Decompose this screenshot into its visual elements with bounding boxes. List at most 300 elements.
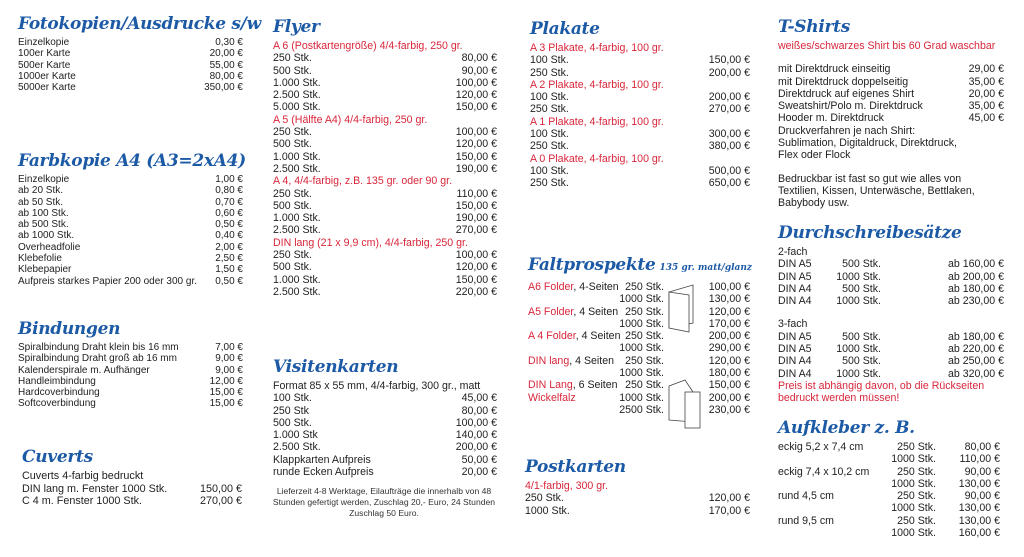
item-label xyxy=(273,286,456,298)
item-price: 150,00 € xyxy=(708,379,750,392)
item-text: ab 50 Stk. xyxy=(18,196,64,208)
price-row xyxy=(273,417,497,429)
item-price: ab 230,00 € xyxy=(948,295,1004,308)
item-price: 290,00 € xyxy=(708,342,750,355)
item-text: Einzelkopie xyxy=(18,174,70,185)
price-row xyxy=(528,342,750,354)
item-label xyxy=(273,466,462,478)
price-section xyxy=(525,456,750,517)
section-title xyxy=(525,456,750,478)
item-price: 80,00 € xyxy=(209,70,243,82)
item-text: 1000 Stk. xyxy=(525,504,570,517)
item-label xyxy=(778,441,868,453)
item-text: 250 Stk xyxy=(273,404,309,417)
item-label xyxy=(18,264,215,275)
item-price: 150,00 € xyxy=(455,273,497,286)
price-row xyxy=(18,253,243,264)
item-label xyxy=(778,63,969,75)
price-row xyxy=(273,224,497,236)
item-price: 350,00 € xyxy=(204,82,243,94)
item-price: ab 220,00 € xyxy=(948,343,1004,356)
item-label xyxy=(18,208,215,219)
item-label xyxy=(273,405,462,417)
price-row xyxy=(18,342,243,353)
item-label xyxy=(273,138,456,150)
price-row xyxy=(778,63,1004,75)
price-row xyxy=(778,112,1004,124)
item-text: DIN A4 xyxy=(778,295,812,308)
price-section xyxy=(778,222,1004,405)
price-row xyxy=(18,219,243,230)
item-text: 100er Karte xyxy=(18,48,71,60)
item-price: 0,40 € xyxy=(215,230,243,242)
price-row xyxy=(273,441,497,453)
item-label xyxy=(18,398,210,409)
price-section xyxy=(528,254,753,416)
item-text: Kalenderspirale m. Aufhänger xyxy=(18,364,150,376)
item-price: 9,00 € xyxy=(215,364,243,376)
section-title-text: Postkarten xyxy=(525,457,626,477)
price-row xyxy=(18,185,243,196)
price-row xyxy=(273,429,497,441)
item-text: DIN lang m. Fenster 1000 Stk. xyxy=(22,482,168,495)
item-price: 2,50 € xyxy=(215,253,243,265)
item-price: 20,00 € xyxy=(968,87,1004,100)
price-row xyxy=(778,502,1000,514)
item-label xyxy=(22,495,200,508)
price-row xyxy=(273,52,497,64)
item-price: 100,00 € xyxy=(708,281,750,293)
item-price: 12,00 € xyxy=(209,375,243,387)
item-label xyxy=(18,219,215,230)
price-row xyxy=(528,367,750,379)
item-label xyxy=(18,242,215,253)
item-label xyxy=(18,387,210,398)
item-label xyxy=(778,88,969,100)
item-price: 270,00 € xyxy=(455,224,497,237)
item-text: , 4 Seiten xyxy=(573,305,619,318)
item-label xyxy=(273,77,456,89)
item-price: ab 180,00 € xyxy=(948,330,1004,343)
item-label xyxy=(273,212,456,224)
item-text: Spiralbindung Draht klein bis 16 mm xyxy=(18,342,179,353)
price-row xyxy=(528,318,750,330)
price-row xyxy=(18,82,243,93)
item-text: Handleimbindung xyxy=(18,375,96,387)
section-title xyxy=(22,446,242,468)
section-title-text: Plakate xyxy=(530,19,600,39)
price-row xyxy=(273,405,497,417)
item-text: eckig 7,4 x 10,2 cm xyxy=(778,465,870,478)
item-text: DIN A4 xyxy=(778,282,812,295)
price-row xyxy=(273,126,497,138)
price-row xyxy=(528,306,750,318)
item-quantity: 1000 Stk. xyxy=(619,342,664,355)
item-text: 500 Stk. xyxy=(273,138,312,151)
price-row xyxy=(273,188,497,200)
item-text: 5000er Karte xyxy=(18,82,76,94)
item-label xyxy=(530,128,709,140)
price-section xyxy=(22,446,242,508)
item-text: 250 Stk. xyxy=(273,52,312,65)
item-price: 110,00 € xyxy=(959,453,1000,466)
item-quantity: 250 Stk. xyxy=(625,305,664,318)
price-row xyxy=(273,274,497,286)
item-text: rund 4,5 cm xyxy=(778,490,834,503)
price-row xyxy=(778,331,1004,343)
item-price: 160,00 € xyxy=(958,527,1000,540)
item-price: 650,00 € xyxy=(708,177,750,190)
item-price: 50,00 € xyxy=(461,453,497,466)
price-row xyxy=(778,453,1000,465)
item-text: Klebepapier xyxy=(18,264,72,276)
item-price: 120,00 € xyxy=(455,261,497,274)
item-price: 35,00 € xyxy=(968,100,1004,113)
note-line: A 3 Plakate, 4-farbig, 100 gr. xyxy=(530,42,664,54)
item-text: Softcoverbindung xyxy=(18,398,96,410)
item-label xyxy=(273,200,456,212)
item-label xyxy=(528,404,619,416)
section-title-text: Farbkopie A4 (A3=2xA4) xyxy=(18,151,246,171)
price-row xyxy=(18,48,243,59)
item-label xyxy=(273,249,456,261)
item-text: DIN A5 xyxy=(778,270,812,283)
item-text: DIN A5 xyxy=(778,330,812,343)
item-quantity: 250 Stk. xyxy=(897,441,936,453)
item-price: 90,00 € xyxy=(461,64,497,77)
price-row xyxy=(18,365,243,376)
item-text: 100 Stk. xyxy=(530,164,569,177)
item-label xyxy=(273,188,457,200)
item-price: 270,00 € xyxy=(708,103,750,116)
price-section xyxy=(778,417,1000,539)
item-format: Wickelfalz xyxy=(528,391,576,404)
price-row xyxy=(778,368,1004,380)
item-price: 190,00 € xyxy=(455,212,497,225)
section-title xyxy=(18,13,261,35)
item-label xyxy=(528,355,619,367)
item-text: Einzelkopie xyxy=(18,37,70,48)
item-label xyxy=(530,165,709,177)
price-row xyxy=(18,197,243,208)
item-text: DIN A5 xyxy=(778,258,812,271)
item-price: 15,00 € xyxy=(209,398,243,410)
item-quantity: 250 Stk. xyxy=(625,379,664,392)
price-row xyxy=(528,281,750,293)
item-label xyxy=(778,355,818,367)
item-text: DIN A5 xyxy=(778,343,812,356)
item-label xyxy=(273,89,456,101)
price-row xyxy=(273,77,497,89)
item-price: ab 320,00 € xyxy=(948,367,1004,380)
item-text: mit Direktdruck einseitig xyxy=(778,63,891,76)
price-row xyxy=(778,343,1004,355)
item-quantity: 1000 Stk. xyxy=(891,527,936,540)
item-price: 270,00 € xyxy=(199,495,242,507)
price-row xyxy=(778,100,1004,112)
price-row xyxy=(273,212,497,224)
item-label xyxy=(273,224,456,236)
item-price: 110,00 € xyxy=(456,187,497,200)
item-quantity: 250 Stk. xyxy=(625,330,664,343)
item-label xyxy=(18,60,210,71)
item-price: 130,00 € xyxy=(958,514,1000,527)
item-quantity: 500 Stk. xyxy=(842,330,881,343)
price-row xyxy=(273,286,497,298)
price-row xyxy=(273,454,497,466)
delivery-footnote: Lieferzeit 4-8 Werktage, Eilaufträge die innerhalb von 48 Stunden gefertigt werden, Zuschlag 20,- Euro, 24 Stunden Zuschlag 50 Euro. xyxy=(272,486,496,518)
item-quantity: 1000 Stk. xyxy=(836,295,881,308)
item-price: 0,80 € xyxy=(215,185,243,197)
item-text: 1.000 Stk. xyxy=(273,76,321,89)
section-title-text: Flyer xyxy=(273,17,320,37)
price-row xyxy=(778,490,1000,502)
item-text: 1.000 Stk. xyxy=(273,212,321,225)
item-price: 150,00 € xyxy=(199,482,242,495)
item-label xyxy=(18,230,215,241)
item-quantity: 2500 Stk. xyxy=(619,403,664,416)
item-label xyxy=(273,454,462,466)
item-label xyxy=(22,483,200,496)
section-title-text: Visitenkarten xyxy=(273,357,399,377)
price-row xyxy=(530,103,750,115)
price-row xyxy=(778,76,1004,88)
section-title xyxy=(18,318,243,340)
price-row xyxy=(528,330,750,342)
item-price: 0,50 € xyxy=(215,219,243,231)
item-text: 250 Stk. xyxy=(530,66,569,79)
price-row xyxy=(778,88,1004,100)
price-row xyxy=(18,264,243,275)
note-line: A 5 (Hälfte A4) 4/4-farbig, 250 gr. xyxy=(273,113,428,126)
item-label xyxy=(530,67,709,79)
item-text: 500er Karte xyxy=(18,59,71,71)
item-text: Klappkarten Aufpreis xyxy=(273,453,371,466)
item-label xyxy=(273,274,456,286)
price-row xyxy=(530,67,750,79)
item-text: 100 Stk. xyxy=(530,128,569,141)
item-price: 0,70 € xyxy=(215,196,243,208)
item-label xyxy=(18,48,210,59)
item-quantity: 250 Stk. xyxy=(897,465,936,478)
section-title-text: Cuverts xyxy=(22,447,93,467)
item-price: 150,00 € xyxy=(455,199,497,212)
item-price: ab 180,00 € xyxy=(948,282,1004,295)
item-text: 500 Stk. xyxy=(273,199,312,212)
item-quantity: 250 Stk. xyxy=(625,354,664,367)
item-label xyxy=(273,429,456,441)
item-price: 150,00 € xyxy=(455,101,497,114)
item-label xyxy=(528,293,619,305)
section-title xyxy=(273,356,497,378)
price-section xyxy=(18,13,261,94)
item-text: 2.500 Stk. xyxy=(273,224,321,237)
item-price: 140,00 € xyxy=(455,429,497,442)
item-label xyxy=(778,112,969,124)
item-format: A5 Folder xyxy=(528,305,574,318)
item-label xyxy=(528,318,619,330)
item-price: 9,00 € xyxy=(215,353,243,365)
price-row xyxy=(18,276,243,287)
section-title xyxy=(778,417,1000,439)
item-quantity: 500 Stk. xyxy=(842,282,881,295)
item-text: , 6 Seiten xyxy=(572,379,618,392)
price-row xyxy=(530,128,750,140)
item-label xyxy=(778,100,969,112)
item-price: 170,00 € xyxy=(708,317,750,330)
item-quantity: 1000 Stk. xyxy=(891,453,936,466)
item-text: 2.500 Stk. xyxy=(273,285,321,298)
note-line: Textilien, Kissen, Unterwäsche, Bettlaken, xyxy=(778,184,975,197)
note-line: bedruckt werden müssen! xyxy=(778,392,900,405)
item-price: 120,00 € xyxy=(708,305,750,318)
item-text: 250 Stk. xyxy=(273,126,312,139)
folder-4page-icon xyxy=(667,283,699,333)
note-line: A 4, 4/4-farbig, z.B. 135 gr. oder 90 gr. xyxy=(273,175,453,188)
item-label xyxy=(528,379,619,391)
item-price: 1,00 € xyxy=(215,174,243,185)
item-price: 100,00 € xyxy=(455,416,497,429)
item-quantity: 250 Stk. xyxy=(897,514,936,527)
price-row xyxy=(18,398,243,409)
item-price: 55,00 € xyxy=(209,59,243,71)
section-title xyxy=(778,222,1004,244)
item-text: Overheadfolie xyxy=(18,241,81,253)
item-text: 250 Stk. xyxy=(273,249,312,262)
note-line: 3-fach xyxy=(778,318,808,331)
item-price: ab 200,00 € xyxy=(948,270,1004,283)
item-label xyxy=(778,527,868,539)
price-row xyxy=(22,495,242,508)
note-line: Format 85 x 55 mm, 4/4-farbig, 300 gr., matt xyxy=(273,380,481,392)
price-row xyxy=(18,353,243,364)
item-price: 220,00 € xyxy=(455,285,497,298)
item-price: 190,00 € xyxy=(455,162,497,175)
price-row xyxy=(778,515,1000,527)
price-section xyxy=(778,16,1004,210)
price-row xyxy=(778,271,1004,283)
item-price: 300,00 € xyxy=(708,128,750,141)
item-label xyxy=(778,76,969,88)
item-quantity: 1000 Stk. xyxy=(891,477,936,490)
item-label xyxy=(778,258,818,270)
item-price: 120,00 € xyxy=(708,492,750,505)
item-price: 0,60 € xyxy=(215,207,243,219)
price-row xyxy=(22,483,242,496)
note-line: A 1 Plakate, 4-farbig, 100 gr. xyxy=(530,115,664,128)
item-label xyxy=(273,126,456,138)
item-price: 0,50 € xyxy=(215,275,243,287)
item-price: 35,00 € xyxy=(968,75,1004,88)
price-row xyxy=(778,441,1000,453)
item-text: 2.500 Stk. xyxy=(273,441,321,454)
section-title xyxy=(530,18,750,40)
item-price: 120,00 € xyxy=(455,89,497,102)
item-price: 80,00 € xyxy=(461,404,497,417)
item-label xyxy=(525,505,709,517)
price-row xyxy=(778,283,1004,295)
item-text: 250 Stk. xyxy=(525,492,564,505)
item-label xyxy=(528,367,619,379)
item-label xyxy=(18,342,215,353)
note-line: weißes/schwarzes Shirt bis 60 Grad waschbar xyxy=(778,40,996,52)
item-label xyxy=(273,392,462,404)
price-row xyxy=(525,492,750,504)
item-text: 500 Stk. xyxy=(273,261,312,274)
item-label xyxy=(528,306,619,318)
item-label xyxy=(273,261,456,273)
item-price: 20,00 € xyxy=(209,48,243,60)
item-quantity: 1000 Stk. xyxy=(891,502,936,515)
section-title xyxy=(528,254,753,279)
item-price: 180,00 € xyxy=(708,367,750,380)
item-text: 250 Stk. xyxy=(530,140,569,153)
item-text: runde Ecken Aufpreis xyxy=(273,466,374,479)
item-label xyxy=(525,492,709,504)
item-label xyxy=(778,466,868,478)
item-text: Sweatshirt/Polo m. Direktdruck xyxy=(778,100,923,113)
folder-6page-icon xyxy=(667,378,707,430)
price-section xyxy=(530,18,750,190)
item-text: 500 Stk. xyxy=(273,416,312,429)
item-price: 130,00 € xyxy=(958,477,1000,490)
price-row xyxy=(530,91,750,103)
item-price: 0,30 € xyxy=(215,37,243,48)
price-row xyxy=(273,200,497,212)
price-row xyxy=(273,163,497,175)
item-price: 130,00 € xyxy=(708,293,750,306)
price-row xyxy=(778,355,1004,367)
item-price: ab 250,00 € xyxy=(948,355,1004,368)
item-text: , 4 Seiten xyxy=(569,354,614,367)
note-line: Cuverts 4-farbig bedruckt xyxy=(22,470,144,482)
item-price: 150,00 € xyxy=(708,54,750,67)
item-price: 80,00 € xyxy=(461,52,497,65)
note-line: A 0 Plakate, 4-farbig, 100 gr. xyxy=(530,152,664,165)
price-row xyxy=(528,355,750,367)
price-section xyxy=(273,356,497,478)
item-label xyxy=(778,271,818,283)
price-row xyxy=(18,208,243,219)
item-label xyxy=(528,330,619,342)
item-text: Klebefolie xyxy=(18,253,62,265)
item-text: 1.000 Stk xyxy=(273,429,318,442)
price-section xyxy=(18,150,246,287)
item-text: DIN A4 xyxy=(778,355,812,368)
price-row xyxy=(273,466,497,478)
item-quantity: 1000 Stk. xyxy=(619,391,664,404)
item-text: 250 Stk. xyxy=(273,187,312,200)
item-text: Hooder m. Direktdruck xyxy=(778,112,884,125)
item-label xyxy=(530,177,709,189)
item-format: DIN Lang xyxy=(528,379,573,392)
item-price: 20,00 € xyxy=(461,466,497,479)
note-line: 2-fach xyxy=(778,246,808,258)
item-label xyxy=(273,101,456,113)
price-row xyxy=(528,404,750,416)
price-row xyxy=(778,295,1004,307)
item-price: 90,00 € xyxy=(964,490,1000,503)
item-label xyxy=(530,91,709,103)
section-title xyxy=(778,16,1004,38)
item-price: 130,00 € xyxy=(958,502,1000,515)
item-label xyxy=(778,343,818,355)
item-price: 200,00 € xyxy=(708,91,750,104)
price-row xyxy=(273,151,497,163)
item-price: 7,00 € xyxy=(215,342,243,353)
item-text: 100 Stk. xyxy=(530,54,569,67)
item-price: 230,00 € xyxy=(708,403,750,416)
